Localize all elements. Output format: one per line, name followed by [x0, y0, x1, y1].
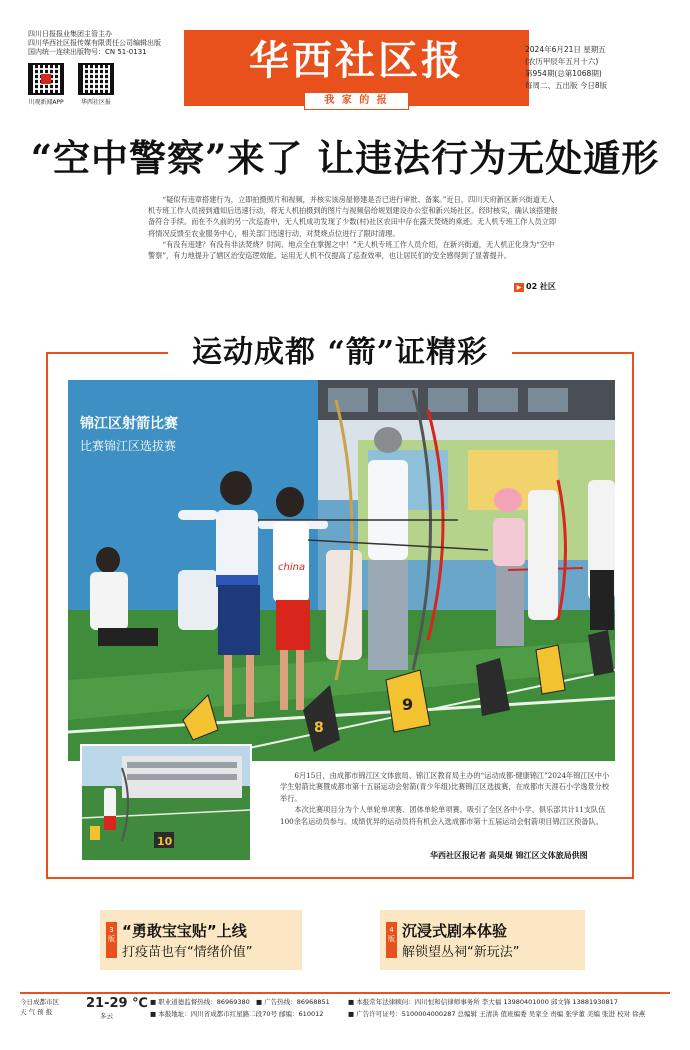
lead-paragraph: “疑似有违章搭建行为，立即拍摄照片和视频，并核实该房屋修建是否已进行审批、备案。”近日，四川天府新区新兴街道无人机专班工作人员接到通知后迅速行动，将无人机拍摄到的图片与视频倍给规划建设办公室和新兴场社区。经时核实，确认该搭建报备符合手续。而在不久前的另一次巡查中，无人机成功发现了少数(村)社区农田中存在露天焚烧的乘迹。无人机专班工作人员立即将情况反馈至农业服务中心，相关部门迅速行动，对焚烧点位进行了限时清理。 [148, 195, 558, 238]
office-address: ■ 本报地址：四川省成都市红星路二段70号 邮编：610012 [150, 1010, 324, 1018]
target-number: 10 [157, 835, 173, 848]
teaser-title: “勇敢宝宝贴”上线 [122, 922, 247, 940]
masthead-date-info [525, 44, 675, 92]
archery-photo-illustration [68, 380, 615, 761]
footer [20, 997, 670, 1023]
feature-paragraph: 本次比赛项目分为个人单轮单项赛、团体单轮单项赛，吸引了全区各中小学、俱乐部共计11支队伍100余名运动员参与。成绩优异的运动员将有机会入选成都市第十五届运动会射箭项目锦江区预备队。 [280, 805, 606, 826]
publisher-line: 国内统一连续出版物号：CN 51-0131 [28, 48, 147, 56]
feature-title[interactable]: 运动成都 “箭”证精彩 [168, 327, 512, 371]
weather-temperature: 21-29 ℃ [86, 996, 148, 1011]
qr-code-icon [28, 63, 64, 95]
staff-credits: ■ 广告许可证号：5100004000287 总编辑 王清洪 值班编委 吴家全 责编 张学董 美编 张进 校对 徐燕 [348, 1010, 646, 1018]
publisher-line: 四川华西社区报传媒有限责任公司编辑出版 [28, 39, 161, 47]
teaser-subtitle: 解锁望丛祠“新玩法” [402, 945, 520, 960]
teaser-page-tag: 3版 [106, 922, 117, 958]
lunar-date: (农历甲辰年五月十六) [525, 57, 599, 66]
photo-credit: 华西社区报记者 高昊焜 锦江区文体旅局供图 [430, 851, 588, 860]
page-reference[interactable] [514, 281, 556, 292]
newspaper-name: 华西社区报 [249, 38, 464, 84]
masthead-publisher-info [28, 30, 178, 106]
weather-condition: 多云 [100, 1012, 113, 1020]
archery-photo [68, 380, 615, 761]
publisher-line: 四川日报报业集团主管主办 [28, 30, 112, 38]
lead-article [148, 194, 561, 261]
qr-caption: 川观新闻APP [28, 99, 64, 106]
banner-subtext: 比赛锦江区选拔赛 [80, 439, 177, 453]
footer-divider [20, 992, 670, 994]
teaser-page-tag: 4版 [386, 922, 397, 958]
svg-text:china: china [278, 562, 306, 573]
target-number: 9 [402, 695, 414, 714]
teaser-script-game[interactable] [380, 910, 585, 970]
issue-date: 2024年6月21日 星期五 [525, 45, 606, 54]
page-reference-label: 02 社区 [526, 282, 556, 291]
legal-counsel: ■ 本报常年法律顾问：四川恒和信律师事务所 李大福 13980401000 邱文锋 13881930817 [348, 998, 618, 1006]
teaser-subtitle: 打疫苗也有“情绪价值” [122, 945, 253, 960]
feature-paragraph: 6月15日，由成都市锦江区文体旅局、锦江区教育局主办的“运动成都·健康锦江”2024年锦江区中小学生射箭比赛暨成都市第十五届运动会射箭(青少年组)比赛锦江区选拔赛，在成都市天涯石小学逸景分校举行。 [280, 771, 610, 803]
qr-code-app [28, 63, 64, 106]
lead-paragraph: “有没有违建？有没有非法焚烧？时间、地点全在掌握之中！”无人机专班工作人员介绍，在新兴街道，无人机正化身为“空中警察”，有力地提升了辖区治安巡逻效能。运用无人机不仅提高了巡查效率，也让居民们的安全感得到了显著提升。 [148, 239, 555, 261]
feature-body [280, 770, 616, 827]
archery-inset-photo [80, 744, 252, 862]
arrow-icon: ▶ [514, 283, 524, 292]
weather-label: 今日成都市区 天 气 预 报 [20, 998, 59, 1016]
issue-number: 第954期(总第1068期) [525, 69, 602, 78]
publish-schedule: 每周二、五出版 今日8版 [525, 81, 608, 90]
masthead [28, 30, 668, 112]
main-headline[interactable]: “空中警察”来了 让违法行为无处遁形 [30, 136, 660, 180]
banner-text: 锦江区射箭比赛 [80, 416, 178, 432]
target-number: 8 [314, 720, 324, 736]
teaser-title: 沉浸式剧本体验 [402, 922, 508, 940]
qr-caption: 华西社区报 [80, 99, 111, 106]
newspaper-slogan: 我 家 的 报 [304, 92, 409, 110]
ethics-hotline: ■ 职业道德监督热线：86969380 [150, 998, 250, 1006]
qr-code-icon [78, 63, 114, 95]
newspaper-nameplate [184, 30, 529, 106]
teaser-vaccine[interactable] [100, 910, 302, 970]
qr-code-paper [78, 63, 114, 106]
ad-hotline: ■ 广告热线：86968851 [256, 998, 330, 1006]
archery-inset-illustration [82, 746, 250, 860]
